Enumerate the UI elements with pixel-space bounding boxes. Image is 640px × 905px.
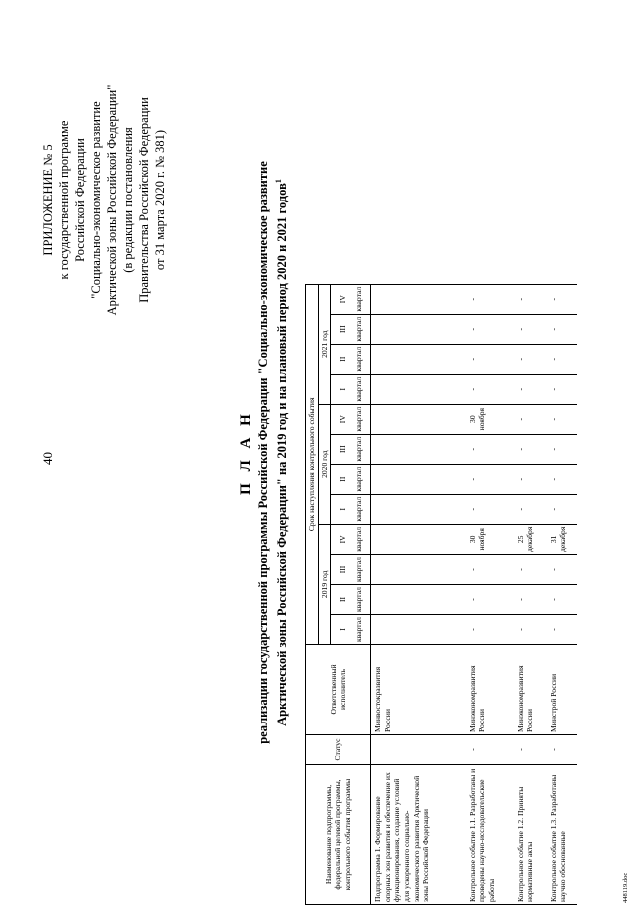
row-deadline-cell: 30 ноября <box>466 404 514 434</box>
row-deadline-cell: - <box>514 494 547 524</box>
table-row <box>371 284 466 904</box>
quarter-number: II <box>337 356 347 362</box>
row-deadline-cell: - <box>547 555 577 585</box>
appendix-line: от 31 марта 2020 г. № 381) <box>153 129 167 271</box>
quarter-number: IV <box>337 415 347 424</box>
header-quarter <box>331 464 371 494</box>
appendix-line: (в редакции постановления <box>121 127 135 273</box>
row-deadline-cell: - <box>547 464 577 494</box>
table-row <box>514 284 547 904</box>
row-deadline-cell <box>371 314 466 344</box>
plan-table-body <box>371 284 577 904</box>
row-deadline-cell: - <box>466 434 514 464</box>
row-deadline-cell: 31 декабря <box>547 524 577 554</box>
quarter-label: квартал <box>353 587 363 612</box>
header-deadline: Срок наступления контрольного события <box>306 284 319 644</box>
plan-subtitle-line <box>271 140 290 765</box>
quarter-number: I <box>337 507 347 511</box>
row-deadline-cell: - <box>466 464 514 494</box>
quarter-number: II <box>337 596 347 603</box>
quarter-label: квартал <box>353 557 363 582</box>
row-deadline-cell <box>371 464 466 494</box>
header-quarter <box>331 494 371 524</box>
quarter-label: квартал <box>353 376 363 402</box>
quarter-label: квартал <box>353 617 363 642</box>
plan-subtitle-line: реализации государственной программы Российской Федерации "Социально-экономическое развитие <box>256 161 270 744</box>
header-year: 2019 год <box>318 524 331 644</box>
row-deadline-cell: - <box>547 615 577 645</box>
header-quarter <box>331 585 371 615</box>
header-quarter <box>331 374 371 404</box>
row-deadline-cell: - <box>466 314 514 344</box>
quarter-number: III <box>337 565 347 574</box>
header-year: 2021 год <box>318 284 331 404</box>
header-executor: Ответственный исполнитель <box>306 645 371 735</box>
plan-table <box>305 284 577 905</box>
header-quarter <box>331 344 371 374</box>
quarter-label: квартал <box>353 346 363 372</box>
table-row <box>547 284 577 904</box>
row-deadline-cell: 30 ноября <box>466 524 514 554</box>
document-code: 448119.doc <box>622 872 629 903</box>
quarter-label: квартал <box>353 526 363 552</box>
appendix-line: к государственной программе <box>57 120 71 280</box>
row-name: Контрольное событие 1.2. Приняты нормативные акты <box>514 765 547 905</box>
row-deadline-cell <box>371 344 466 374</box>
appendix-line: Арктической зоны Российской Федерации" <box>105 84 119 316</box>
quarter-label: квартал <box>353 496 363 522</box>
row-deadline-cell: - <box>514 464 547 494</box>
row-deadline-cell: - <box>547 434 577 464</box>
quarter-label: квартал <box>353 466 363 492</box>
row-deadline-cell: - <box>514 434 547 464</box>
row-deadline-cell <box>371 434 466 464</box>
plan-subtitle-text: Арктической зоны Российской Федерации" на 2019 год и на плановый период 2020 и 2021 годов <box>275 183 290 726</box>
appendix-line: "Социально-экономическое развитие <box>89 101 103 299</box>
row-deadline-cell <box>371 404 466 434</box>
quarter-label: квартал <box>353 316 363 342</box>
row-deadline-cell: - <box>514 555 547 585</box>
row-deadline-cell: - <box>466 374 514 404</box>
quarter-number: IV <box>337 535 347 544</box>
quarter-number: III <box>337 325 347 333</box>
header-status: Статус <box>306 735 371 765</box>
row-deadline-cell: - <box>514 284 547 314</box>
header-year: 2020 год <box>318 404 331 524</box>
row-deadline-cell: - <box>514 374 547 404</box>
header-quarter <box>331 404 371 434</box>
row-deadline-cell: - <box>514 314 547 344</box>
row-name: Контрольное событие 1.3. Разработаны научно обоснованные <box>547 765 577 905</box>
table-row <box>466 284 514 904</box>
quarter-number: II <box>337 476 347 482</box>
quarter-label: квартал <box>353 436 363 462</box>
row-deadline-cell: - <box>466 344 514 374</box>
quarter-label: квартал <box>353 286 363 312</box>
header-quarter <box>331 434 371 464</box>
plan-subtitle <box>256 140 290 765</box>
appendix-line: ПРИЛОЖЕНИЕ № 5 <box>41 144 55 256</box>
row-executor: Минэкономразвития России <box>466 645 514 735</box>
row-deadline-cell <box>371 284 466 314</box>
row-deadline-cell <box>371 374 466 404</box>
header-quarter <box>331 524 371 554</box>
row-executor: Минэкономразвития России <box>514 645 547 735</box>
row-deadline-cell: 25 декабря <box>514 524 547 554</box>
row-deadline-cell: - <box>547 404 577 434</box>
row-deadline-cell: - <box>547 374 577 404</box>
plan-title: П Л А Н <box>238 410 254 495</box>
footnote-mark: 1 <box>274 179 283 184</box>
row-deadline-cell: - <box>514 404 547 434</box>
row-status: - <box>547 735 577 765</box>
row-deadline-cell <box>371 615 466 645</box>
row-deadline-cell <box>371 494 466 524</box>
header-quarter <box>331 615 371 645</box>
row-deadline-cell: - <box>466 494 514 524</box>
row-deadline-cell <box>371 585 466 615</box>
row-deadline-cell: - <box>547 314 577 344</box>
row-deadline-cell: - <box>547 494 577 524</box>
quarter-number: IV <box>337 295 347 304</box>
row-deadline-cell: - <box>547 344 577 374</box>
page-number: 40 <box>40 452 55 465</box>
row-deadline-cell: - <box>547 585 577 615</box>
row-deadline-cell: - <box>547 284 577 314</box>
row-status: - <box>466 735 514 765</box>
header-quarter <box>331 284 371 314</box>
row-executor: Минстрой России <box>547 645 577 735</box>
quarter-number: III <box>337 445 347 453</box>
row-deadline-cell: - <box>514 615 547 645</box>
quarter-number: I <box>337 387 347 391</box>
row-deadline-cell: - <box>466 615 514 645</box>
row-name: Контрольное событие 1.1. Разработаны и проведены научно-исследовательские работы <box>466 765 514 905</box>
appendix-line: Правительства Российской Федерации <box>137 97 151 303</box>
quarter-label: квартал <box>353 406 363 432</box>
row-deadline-cell: - <box>514 344 547 374</box>
quarter-number: I <box>337 628 347 631</box>
appendix-header <box>40 30 168 370</box>
header-quarter <box>331 555 371 585</box>
row-deadline-cell: - <box>466 555 514 585</box>
header-name: Наименование подпрограммы, федеральной целевой программы, контрольного события программы <box>306 765 371 905</box>
appendix-line: Российской Федерации <box>73 138 87 262</box>
row-deadline-cell: - <box>466 585 514 615</box>
row-deadline-cell: - <box>514 585 547 615</box>
row-deadline-cell <box>371 555 466 585</box>
row-executor: Минвостокразвития России <box>371 645 466 735</box>
row-name: Подпрограмма 1. Формирование опорных зон развития и обеспечение их функционирования, создание условий для ускоренного социально-экономического развития Арктической зоны Российской Федерации <box>371 765 466 905</box>
row-deadline-cell: - <box>466 284 514 314</box>
header-quarter <box>331 314 371 344</box>
row-status: - <box>514 735 547 765</box>
row-status <box>371 735 466 765</box>
row-deadline-cell <box>371 524 466 554</box>
